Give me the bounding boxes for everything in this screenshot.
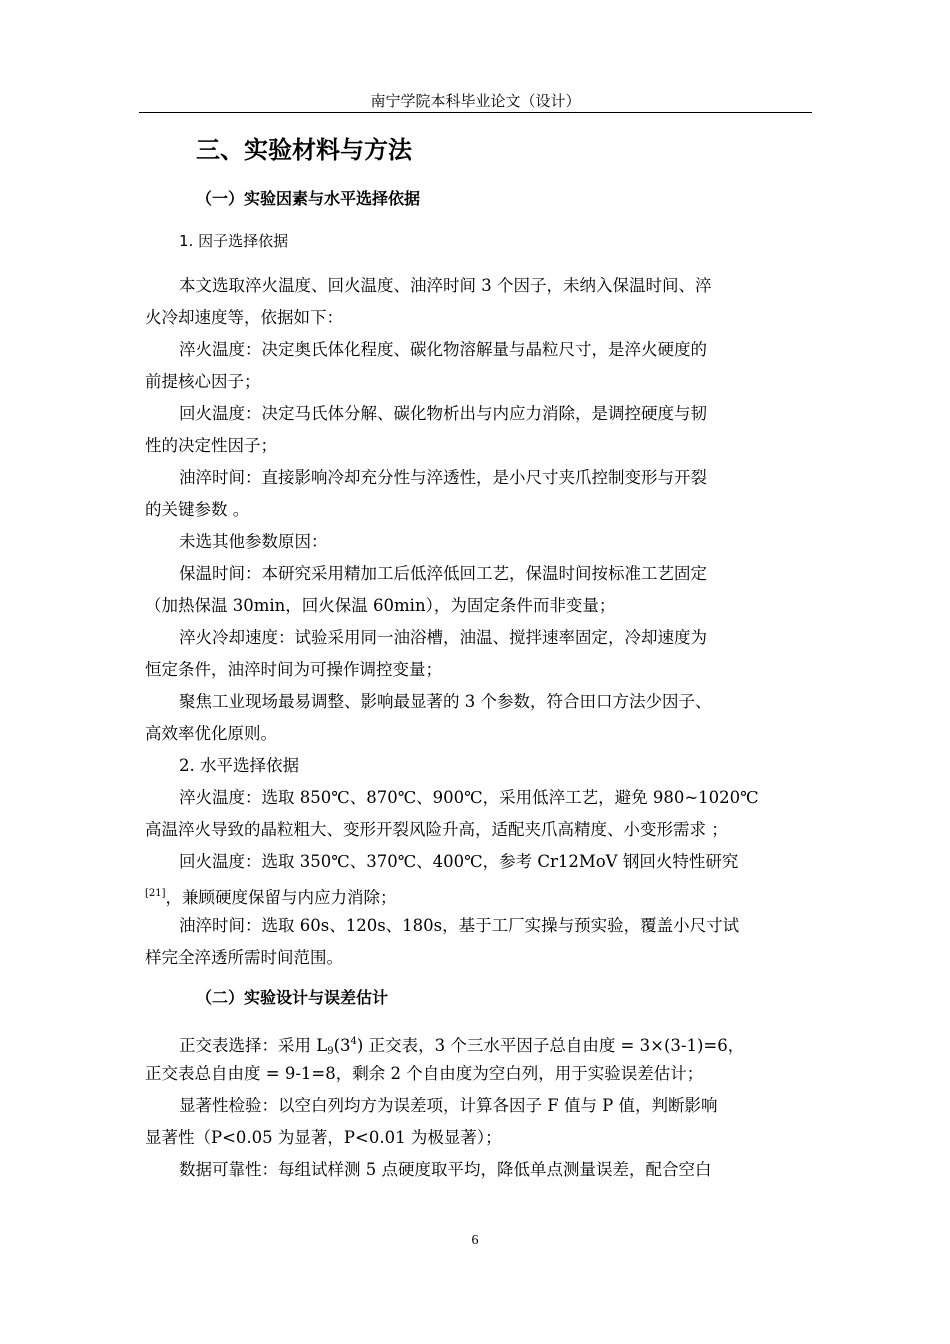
- paragraph-significance-line-2: 显著性（P<0.05 为显著，P<0.01 为极显著）；: [145, 1128, 502, 1147]
- header-rule: [139, 112, 812, 113]
- paragraph-cool-line-2: 恒定条件，油淬时间为可操作调控变量；: [145, 660, 442, 679]
- section-title: 三、实验材料与方法: [196, 136, 412, 164]
- paragraph-ortho-line-1: [179, 1030, 744, 1064]
- paragraph-ortho-text-c: ) 正交表，3 个三水平因子总自由度 = 3×(3-1)=6，: [356, 1036, 745, 1055]
- page-number: 6: [471, 1233, 479, 1248]
- paragraph-significance-line-1: 显著性检验：以空白列均方为误差项，计算各因子 F 值与 P 值，判断影响: [179, 1096, 718, 1115]
- ortho-subscript: 9: [327, 1046, 334, 1057]
- subsection-title-1: （一）实验因素与水平选择依据: [196, 189, 421, 208]
- item-title-factor-basis: 1. 因子选择依据: [179, 232, 289, 250]
- paragraph-level-oil-line-1: 油淬时间：选取 60s、120s、180s，基于工厂实操与预实验，覆盖小尺寸试: [179, 916, 740, 935]
- paragraph-level-temper-line-2-text: ，兼顾硬度保留与内应力消除；: [165, 888, 397, 907]
- paragraph-intro-line-2: 火冷却速度等，依据如下：: [145, 308, 343, 327]
- paragraph-quench-line-1: 淬火温度：决定奥氏体化程度、碳化物溶解量与晶粒尺寸，是淬火硬度的: [179, 340, 707, 359]
- paragraph-level-quench-line-2: 高温淬火导致的晶粒粗大、变形开裂风险升高，适配夹爪高精度、小变形需求 ；: [145, 820, 728, 839]
- paragraph-ortho-text-a: 正交表选择：采用 L: [179, 1036, 328, 1055]
- paragraph-level-temper-line-2: [145, 882, 397, 910]
- paragraph-hold-line-2: （加热保温 30min，回火保温 60min），为固定条件而非变量；: [145, 596, 616, 615]
- paragraph-hold-line-1: 保温时间：本研究采用精加工后低淬低回工艺，保温时间按标准工艺固定: [179, 564, 707, 583]
- paragraph-level-oil-line-2: 样完全淬透所需时间范围。: [145, 948, 343, 967]
- paragraph-focus-line-1: 聚焦工业现场最易调整、影响最显著的 3 个参数，符合田口方法少因子、: [179, 692, 712, 711]
- paragraph-ortho-text-b: (3: [333, 1036, 351, 1055]
- paragraph-oil-line-2: 的关键参数 。: [145, 500, 250, 519]
- item-title-level-basis: 2. 水平选择依据: [179, 756, 299, 775]
- paragraph-unselected: 未选其他参数原因：: [179, 532, 328, 551]
- paragraph-oil-line-1: 油淬时间：直接影响冷却充分性与淬透性，是小尺寸夹爪控制变形与开裂: [179, 468, 707, 487]
- paragraph-ortho-line-2: 正交表总自由度 = 9-1=8，剩余 2 个自由度为空白列，用于实验误差估计；: [145, 1064, 704, 1083]
- paragraph-temper-line-1: 回火温度：决定马氏体分解、碳化物析出与内应力消除，是调控硬度与韧: [179, 404, 707, 423]
- paragraph-level-quench-line-1: 淬火温度：选取 850℃、870℃、900℃，采用低淬工艺，避免 980~1020℃: [179, 788, 759, 807]
- running-header: 南宁学院本科毕业论文（设计）: [370, 92, 581, 110]
- subsection-title-2: （二）实验设计与误差估计: [196, 988, 389, 1007]
- paragraph-quench-line-2: 前提核心因子；: [145, 372, 261, 391]
- paragraph-reliability-line-1: 数据可靠性：每组试样测 5 点硬度取平均，降低单点测量误差，配合空白: [179, 1160, 712, 1179]
- citation-ref: [21]: [145, 888, 166, 899]
- paragraph-intro-line-1: 本文选取淬火温度、回火温度、油淬时间 3 个因子，未纳入保温时间、淬: [179, 276, 712, 295]
- paragraph-level-temper-line-1: 回火温度：选取 350℃、370℃、400℃，参考 Cr12MoV 钢回火特性研究: [179, 852, 739, 871]
- ortho-superscript: 4: [350, 1036, 357, 1047]
- paragraph-temper-line-2: 性的决定性因子；: [145, 436, 277, 455]
- paragraph-focus-line-2: 高效率优化原则。: [145, 724, 277, 743]
- paragraph-cool-line-1: 淬火冷却速度：试验采用同一油浴槽，油温、搅拌速率固定，冷却速度为: [179, 628, 707, 647]
